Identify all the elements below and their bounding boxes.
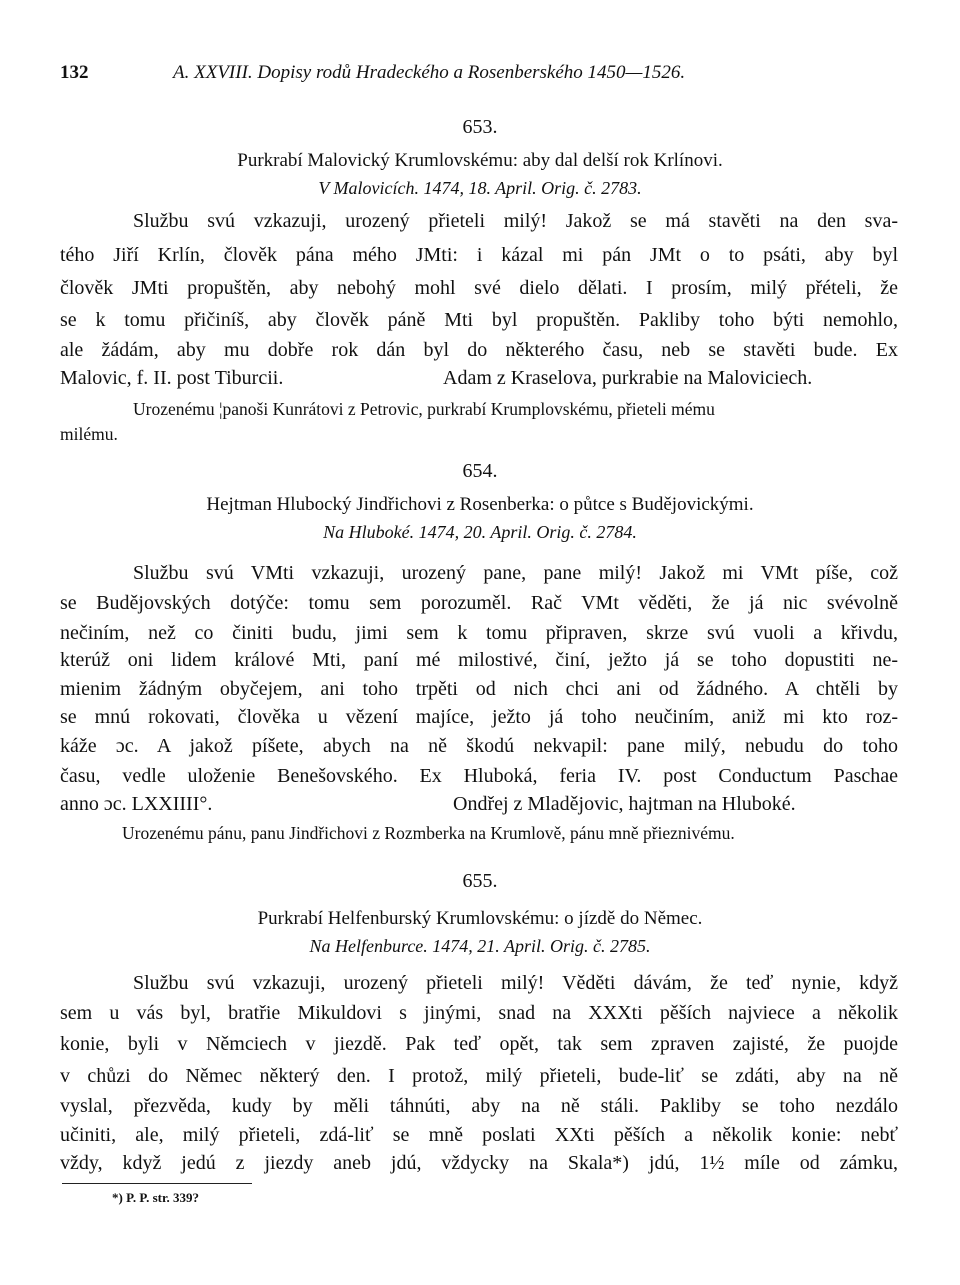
page-number: 132 xyxy=(60,62,89,83)
letter-654-signature: Ondřej z Mladějovic, hajtman na Hluboké. xyxy=(453,793,796,815)
letter-655-line: vyslal, přezvěda, kudy by měli táhnúti, aby na ně stáli. Pakliby se toho nezdálo xyxy=(60,1095,898,1117)
letter-654-line: mienim žádným obyčejem, ani toho trpěti od nich chci ani od žádného. A chtěli by xyxy=(60,678,898,700)
letter-654-line: se Budějovských dotýče: tomu sem porozuměl. Rač VMt věděti, že já nic svévolně xyxy=(60,592,898,614)
letter-653-address: Urozenému ¦panoši Kunrátovi z Petrovic, purkrabí Krumplovskému, přieteli mému xyxy=(133,399,715,419)
footnote-rule xyxy=(62,1183,252,1184)
letter-655-dateline: Na Helfenburce. 1474, 21. April. Orig. č. 2785. xyxy=(309,936,651,956)
letter-655-line: učiniti, ale, milý přieteli, zdá-liť se mně poslati XXti pěších a několik konie: nebť xyxy=(60,1124,898,1146)
letter-653-signature: Adam z Kraselova, purkrabie na Maloviciech. xyxy=(443,367,813,389)
letter-653-line: tého Jiří Krlín, člověk pána mého JMti: i kázal mi pán JMt o to psáti, aby byl xyxy=(60,244,898,266)
letter-653-closing-text: Malovic, f. II. post Tiburcii. xyxy=(60,367,284,389)
letter-654-line: Službu svú VMti vzkazuji, urozený pane, pane milý! Jakož mi VMt píše, což xyxy=(133,562,898,584)
letter-654-dateline: Na Hluboké. 1474, 20. April. Orig. č. 2784. xyxy=(323,522,637,542)
letter-654-line: kterúž oni lidem králové Mti, paní mé milostivé, činí, ježto já se toho dopustiti ne- xyxy=(60,649,898,671)
letter-655-line: vždy, když jedú z jiezdy aneb jdú, vždycky na Skala*) jdú, 1½ míle od zámku, xyxy=(60,1152,898,1174)
letter-653-heading: Purkrabí Malovický Krumlovskému: aby dal delší rok Krlínovi. xyxy=(237,150,723,171)
letter-655-line: konie, byli v Němciech v jiezdě. Pak teď opět, tak sem zpraven zajisté, že puojde xyxy=(60,1033,898,1055)
letter-654-heading: Hejtman Hlubocký Jindřichovi z Rosenberka: o půtce s Budějovickými. xyxy=(206,494,754,515)
letter-653-line: člověk JMti propuštěn, aby nebohý mohl své dielo dělati. I prosím, milý přételi, že xyxy=(60,277,898,299)
letter-653-line: Službu svú vzkazuji, urozený přieteli milý! Jakož se má stavěti na den sva- xyxy=(133,210,898,232)
letter-654-line: nečiním, než co činiti budu, jimi sem k tomu připraven, skrze svú vuoli a křivdu, xyxy=(60,622,898,644)
letter-655-line: Službu svú vzkazuji, urozený přieteli milý! Věděti dávám, že teď nynie, když xyxy=(133,972,898,994)
letter-653-line: se k tomu přičiníš, aby člověk páně Mti byl propuštěn. Pakliby toho býti nemohlo, xyxy=(60,309,898,331)
letter-653-address: milému. xyxy=(60,424,118,444)
letter-655-line: sem u vás byl, bratřie Mikuldovi s jinými, snad na XXXti pěších najviece a několik xyxy=(60,1002,898,1024)
running-head xyxy=(60,62,900,92)
letter-655-heading: Purkrabí Helfenburský Krumlovskému: o jízdě do Němec. xyxy=(257,908,703,929)
letter-653-line: ale žádám, aby mu dobře rok dán byl do některého času, neb se stavěti bude. Ex xyxy=(60,339,898,361)
letter-654-closing-text: anno ɔc. LXXIIII°. xyxy=(60,793,213,815)
letter-654-line: káže ɔc. A jakož píšete, abych na ně škodú nekvapil: pane milý, nebudu do toho xyxy=(60,735,898,757)
letter-655-line: v chůzi do Němec některý den. I protož, milý přieteli, bude-liť se zdáti, aby na ně xyxy=(60,1065,898,1087)
letter-653-dateline: V Malovicích. 1474, 18. April. Orig. č. 2783. xyxy=(318,178,642,198)
running-title: A. XXVIII. Dopisy rodů Hradeckého a Rosenberského 1450—1526. xyxy=(173,62,686,83)
letter-653-number: 653. xyxy=(462,116,498,138)
letter-654-line: se mnú rokovati, člověka u vězení majíce, ježto já toho neučiním, aniž mi kto roz- xyxy=(60,706,898,728)
letter-654-number: 654. xyxy=(462,460,498,482)
letter-654-address: Urozenému pánu, panu Jindřichovi z Rozmberka na Krumlově, pánu mně přieznivému. xyxy=(122,823,735,843)
letter-654-line: času, vedle uloženie Benešovského. Ex Hluboká, feria IV. post Conductum Paschae xyxy=(60,765,898,787)
footnote: *) P. P. str. 339? xyxy=(112,1190,200,1205)
letter-655-number: 655. xyxy=(462,870,498,892)
